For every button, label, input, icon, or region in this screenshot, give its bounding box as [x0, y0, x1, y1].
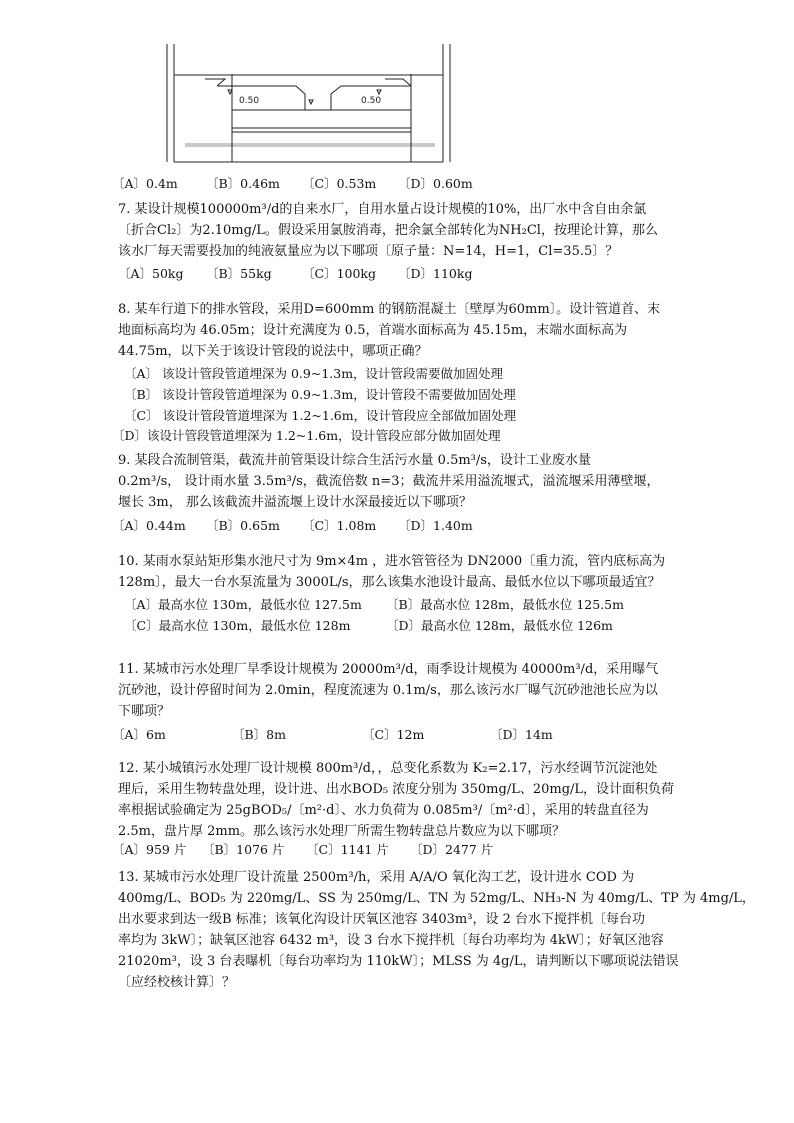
q7-line-3: 该水厂每天需要投加的纯液氨量应为以下哪项〔原子量：N=14，H=1，Cl=35.5〕？ [118, 244, 619, 259]
q10-option-c: 〔C〕最高水位 130m，最低水位 128m [124, 618, 351, 633]
q12-option-d: 〔D〕2477 片 [410, 842, 494, 857]
q8-line-3: 44.75m，以下关于该设计管段的说法中，哪项正确？ [118, 344, 428, 359]
q11-option-b: 〔B〕8m [232, 727, 286, 742]
q9-option-c: 〔C〕1.08m [302, 518, 377, 533]
q7-option-c: 〔C〕100kg [302, 266, 376, 281]
q9-option-b: 〔B〕0.65m [206, 518, 280, 533]
q13-line-6: 〔应经校核计算〕？ [118, 975, 236, 990]
q9-options [112, 518, 473, 534]
q6-option-c: 〔C〕0.53m [302, 176, 377, 191]
figure-label-right: 0.50 [361, 96, 382, 106]
q13-line-4: 率均为 3kW〕；缺氧区池容 6432 m³，设 3 台水下搅拌机〔每台功率均为 4kW〕；好氧区池容 [118, 933, 664, 948]
q11-option-c: 〔C〕12m [362, 727, 425, 742]
q13-line-1: 13. 某城市污水处理厂设计流量 2500m³/h，采用 A/A/O 氧化沟工艺，设计进水 COD 为 [118, 870, 635, 885]
q10-options-row-2 [124, 618, 613, 634]
q7-option-a: 〔A〕50kg [118, 266, 184, 281]
q12-line-1: 12. 某小城镇污水处理厂设计规模 800m³/d，，总变化系数为 K₂=2.17，污水经调节沉淀池处 [118, 761, 658, 776]
q10-line-1: 10. 某雨水泵站矩形集水池尺寸为 9m×4m ，进水管管径为 DN2000〔重力流，管内底标高为 [118, 554, 666, 569]
q8-option-c: 〔C〕 该设计管段管道埋深为 1.2~1.6m，设计管段应全部做加固处理 [124, 408, 517, 423]
q8-option-b: 〔B〕 该设计管段管道埋深为 0.9~1.3m，设计管段不需要做加固处理 [124, 387, 516, 402]
q11-option-a: 〔A〕6m [112, 727, 166, 742]
q8-line-1: 8. 某车行道下的排水管段，采用D=600mm 的钢筋混凝土〔壁厚为60mm〕。设计管道首、末 [118, 302, 661, 317]
q12-line-4: 2.5m，盘片厚 2mm。那么该污水处理厂所需生物转盘总片数应为以下哪项？ [118, 824, 566, 839]
q7-option-b: 〔B〕55kg [206, 266, 272, 281]
q9-option-a: 〔A〕0.44m [112, 518, 186, 533]
q13-line-2: 400mg/L、BOD₅ 为 220mg/L、SS 为 250mg/L、TN 为 52mg/L、NH₃-N 为 40mg/L、TP 为 4mg/L， [118, 891, 755, 906]
q10-option-a: 〔A〕最高水位 130m，最低水位 127.5m [124, 597, 362, 612]
q12-line-3: 率根据试验确定为 25gBOD₅/〔m²·d〕、水力负荷为 0.085m³/〔m²·d〕，采用的转盘直径为 [118, 803, 649, 818]
q11-options [112, 727, 553, 743]
q8-line-2: 地面标高均为 46.05m；设计充满度为 0.5，首端水面标高为 45.15m，末端水面标高为 [118, 323, 628, 338]
q10-line-2: 128m〕，最大一台水泵流量为 3000L/s，那么该集水池设计最高、最低水位以下哪项最适宜？ [118, 575, 661, 590]
q9-option-d: 〔D〕1.40m [398, 518, 473, 533]
q11-line-1: 11. 某城市污水处理厂旱季设计规模为 20000m³/d，雨季设计规模为 40000m³/d，采用曝气 [118, 662, 659, 677]
q8-option-a: 〔A〕 该设计管段管道埋深为 0.9~1.3m，设计管段需要做加固处理 [124, 366, 504, 381]
q11-line-2: 沉砂池，设计停留时间为 2.0min，程度流速为 0.1m/s，那么该污水厂曝气沉砂池池长应为以 [118, 683, 658, 698]
q10-option-b: 〔B〕最高水位 128m，最低水位 125.5m [386, 597, 624, 612]
q7-option-d: 〔D〕110kg [398, 266, 473, 281]
channel-diagram-svg [165, 44, 455, 172]
q12-line-2: 理后，采用生物转盘处理，设计进、出水BOD₅ 浓度分别为 350mg/L、20mg/L，设计面积负荷 [118, 782, 675, 797]
q7-line-2: 〔折合Cl₂〕为2.10mg/L。假设采用氯胺消毒，把余氯全部转化为NH₂Cl，按理论计算，那么 [118, 223, 658, 238]
q13-line-5: 21020m³，设 3 台表曝机〔每台功率均为 110kW〕；MLSS 为 4g/L，请判断以下哪项说法错误 [118, 954, 679, 969]
q9-line-2: 0.2m³/s， 设计雨水量 3.5m³/s，截流倍数 n=3；截流井采用溢流堰式，溢流堰采用薄壁堰， [118, 474, 660, 489]
q10-options-row-1 [124, 597, 624, 613]
figure-label-left: 0.50 [239, 96, 260, 106]
q6-options [112, 176, 473, 192]
q6-option-d: 〔D〕0.60m [398, 176, 473, 191]
q12-option-c: 〔C〕1141 片 [306, 842, 389, 857]
q12-option-a: 〔A〕959 片 [112, 842, 187, 857]
q8-option-d: 〔D〕该设计管段管道埋深为 1.2~1.6m，设计管段应部分做加固处理 [112, 428, 501, 443]
channel-diagram [165, 44, 455, 172]
q7-line-1: 7. 某设计规模100000m³/d的自来水厂，自用水量占设计规模的10%，出厂水中含自由余氯 [118, 202, 647, 217]
q7-options [118, 266, 472, 282]
q11-option-d: 〔D〕14m [490, 727, 553, 742]
q12-option-b: 〔B〕1076 片 [202, 842, 285, 857]
q6-option-a: 〔A〕0.4m [112, 176, 178, 191]
q13-line-3: 出水要求到达一级B 标准；该氧化沟设计厌氧区池容 3403m³，设 2 台水下搅拌机〔每台功 [118, 912, 645, 927]
q9-line-1: 9. 某段合流制管渠，截流井前管渠设计综合生活污水量 0.5m³/s，设计工业废水量 [118, 453, 591, 468]
q6-option-b: 〔B〕0.46m [206, 176, 280, 191]
q12-options [112, 842, 493, 858]
q11-line-3: 下哪项？ [118, 704, 171, 719]
q10-option-d: 〔D〕最高水位 128m，最低水位 126m [386, 618, 613, 633]
q9-line-3: 堰长 3m， 那么该截流井溢流堰上设计水深最接近以下哪项？ [118, 495, 472, 510]
